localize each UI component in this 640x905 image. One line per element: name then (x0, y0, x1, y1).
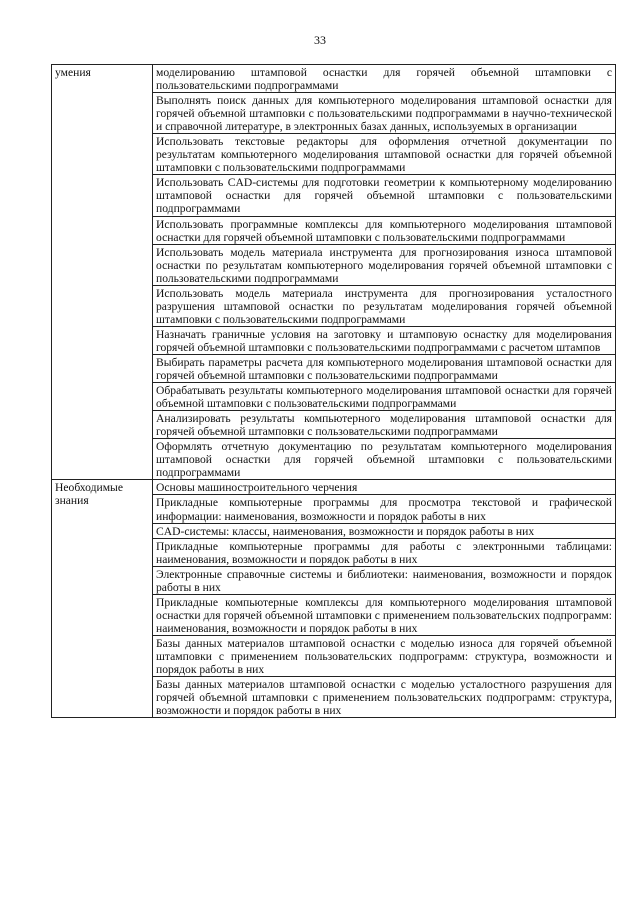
table-cell: Электронные справочные системы и библиотеки: наименования, возможности и порядок работы в них (153, 566, 616, 594)
table-cell: CAD-системы: классы, наименования, возможности и порядок работы в них (153, 523, 616, 538)
table-cell: Прикладные компьютерные программы для просмотра текстовой и графической информации: наименования, возможности и порядок работы в них (153, 495, 616, 523)
table-cell: Прикладные компьютерные комплексы для компьютерного моделирования штамповой оснастки для горячей объемной штамповки с применением пользовательских подпрограмм: наименования, возможности и порядок работы в них (153, 594, 616, 635)
requirements-table (51, 64, 616, 718)
section-label-knowledge (52, 480, 153, 718)
section-label-skills (52, 65, 153, 480)
table-cell: Базы данных материалов штамповой оснастки с моделью износа для горячей объемной штамповки с применением пользовательских подпрограмм: структура, возможности и порядок работы в них (153, 635, 616, 676)
table-row (52, 480, 616, 495)
table-cell: моделированию штамповой оснастки для горячей объемной штамповки с пользовательскими подпрограммами (153, 65, 616, 93)
table-cell: Прикладные компьютерные программы для работы с электронными таблицами: наименования, возможности и порядок работы в них (153, 538, 616, 566)
table-cell: Выбирать параметры расчета для компьютерного моделирования штамповой оснастки для горячей объемной штамповки с пользовательскими подпрограммами (153, 354, 616, 382)
table-cell: Обрабатывать результаты компьютерного моделирования штамповой оснастки для горячей объемной штамповки с пользовательскими подпрограммами (153, 383, 616, 411)
table-cell: Использовать программные комплексы для компьютерного моделирования штамповой оснастки для горячей объемной штамповки с пользовательскими подпрограммами (153, 216, 616, 244)
table-cell: Анализировать результаты компьютерного моделирования штамповой оснастки для горячей объемной штамповки с пользовательскими подпрограммами (153, 411, 616, 439)
table-row (52, 65, 616, 93)
table-cell: Использовать модель материала инструмента для прогнозирования усталостного разрушения штамповой оснастки по результатам моделирования горячей объемной штамповки с пользовательскими подпрограммами (153, 285, 616, 326)
section-label-text: умения (55, 66, 91, 79)
page-number: 33 (314, 33, 326, 47)
table-cell: Основы машиностроительного черчения (153, 480, 616, 495)
table-cell: Выполнять поиск данных для компьютерного моделирования штамповой оснастки для горячей объемной штамповки с пользовательскими подпрограммами в научно-технической и справочной литературе, в электронных базах данных, используемых в организации (153, 93, 616, 134)
table-cell: Оформлять отчетную документацию по результатам компьютерного моделирования штамповой оснастки для горячей объемной штамповки с пользовательскими подпрограммами (153, 439, 616, 480)
table-cell: Назначать граничные условия на заготовку и штамповую оснастку для моделирования горячей объемной штамповки с пользовательскими подпрограммами с расчетом штампов (153, 326, 616, 354)
table-cell: Использовать CAD-системы для подготовки геометрии к компьютерному моделированию штамповой оснастки для горячей объемной штамповки с пользовательскими подпрограммами (153, 175, 616, 216)
section-label-text: Необходимые знания (55, 481, 123, 508)
table-cell: Использовать текстовые редакторы для оформления отчетной документации по результатам компьютерного моделирования штамповой оснастки для горячей объемной штамповки с пользовательскими подпрограммами (153, 134, 616, 175)
table-cell: Использовать модель материала инструмента для прогнозирования износа штамповой оснастки по результатам компьютерного моделирования горячей объемной штамповки с пользовательскими подпрограммами (153, 244, 616, 285)
table-cell: Базы данных материалов штамповой оснастки с моделью усталостного разрушения для горячей объемной штамповки с применением пользовательских подпрограмм: структура, возможности и порядок работы в них (153, 677, 616, 718)
